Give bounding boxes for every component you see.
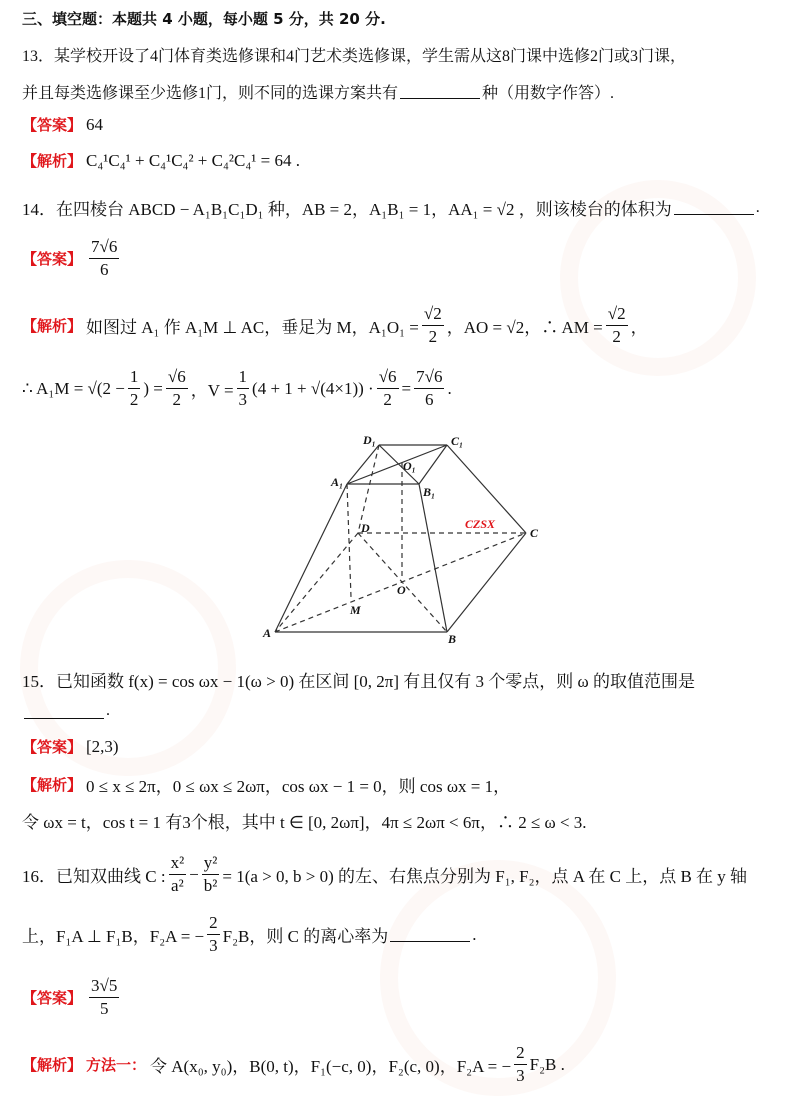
fraction	[237, 366, 250, 411]
point-label: M	[350, 603, 361, 617]
solution-text: ∴ A₁M = √(2 −	[22, 378, 125, 398]
operator: −	[189, 864, 199, 884]
point-label: A₁	[331, 475, 344, 489]
answer-label: 【答案】	[22, 989, 83, 1007]
solution-text: ) =	[143, 378, 163, 398]
point-label: C₁	[451, 434, 464, 448]
fraction	[202, 852, 220, 897]
point-label: B	[448, 632, 457, 646]
numerator: 1	[237, 366, 250, 389]
point-label: B₁	[423, 485, 436, 499]
q15-solution-2: 令 ωx = t，cos t = 1 有3个根，其中 t ∈ [0, 2ωπ]，4π ≤ 2ωπ < 6π，∴ 2 ≤ ω < 3.	[22, 813, 587, 832]
numerator: 7√6	[414, 366, 444, 389]
solution-label: 【解析】	[22, 776, 83, 794]
method-label: 方法一：	[86, 1056, 147, 1074]
solution-text: =	[401, 378, 412, 398]
solution-text: F₂B .	[529, 1054, 565, 1074]
numerator: 2	[207, 912, 220, 935]
numerator: y²	[202, 852, 220, 875]
fraction	[377, 366, 399, 411]
solution-text: 0 ≤ x ≤ 2π，0 ≤ ωx ≤ 2ωπ，cos ωx − 1 = 0，则 cos ωx = 1，	[86, 777, 511, 796]
solution-text: 令 A(x₀, y₀)，B(0, t)，F₁(−c, 0)，F₂(c, 0)，F₂A = −	[150, 1057, 512, 1076]
punct: ，	[630, 318, 648, 337]
numerator: 7√6	[89, 236, 119, 259]
answer-blank	[400, 84, 480, 99]
point-label: D	[361, 521, 370, 535]
answer-label: 【答案】	[22, 250, 83, 268]
q15-blank-line	[22, 702, 110, 720]
denominator: b²	[203, 876, 218, 895]
denominator: 2	[383, 390, 392, 409]
answer-value: 64	[86, 114, 104, 134]
q13-solution	[22, 150, 300, 171]
solution-label: 【解析】	[22, 317, 83, 335]
q16-text-2	[22, 912, 476, 957]
q16-solution	[22, 1042, 565, 1087]
fraction	[422, 303, 444, 348]
solution-text: C₄¹C₄¹ + C₄¹C₄² + C₄²C₄¹ = 64 .	[86, 150, 300, 170]
q13-text-2	[22, 80, 614, 103]
numerator: √2	[422, 303, 444, 326]
denominator: 2	[612, 327, 621, 346]
punct: .	[755, 198, 760, 216]
solution-text: (4 + 1 + √(4×1)) ·	[252, 378, 374, 398]
q16-stem: 16．已知双曲线 C :	[22, 867, 166, 886]
watermark-text: CZSX	[465, 517, 496, 531]
q14-solution-1	[22, 303, 648, 348]
fraction	[414, 366, 444, 411]
fraction	[128, 366, 141, 411]
denominator: 6	[99, 260, 109, 279]
solution-text: 如图过 A₁ 作 A₁M ⊥ AC，垂足为 M，A₁O₁ =	[86, 318, 419, 337]
fraction	[514, 1042, 527, 1087]
q16-text	[22, 852, 747, 897]
denominator: 2	[428, 327, 438, 346]
q16-stem: F₂B，则 C 的离心率为	[222, 927, 389, 946]
q14-stem: 14．在四棱台 ABCD − A₁B₁C₁D₁ 种，AB = 2，A₁B₁ = 1，AA₁ = √2 ，则该棱台的体积为	[22, 200, 672, 219]
fraction	[606, 303, 628, 348]
numerator: √2	[606, 303, 628, 326]
punct: .	[472, 924, 477, 944]
solution-text: ，V =	[190, 381, 234, 400]
q15-answer	[22, 736, 119, 757]
denominator: 2	[172, 390, 182, 409]
q13-text-part: 种（用数字作答）.	[482, 85, 615, 102]
answer-blank	[674, 200, 754, 215]
numerator: 1	[128, 366, 141, 389]
answer-label: 【答案】	[22, 738, 83, 756]
point-label: O	[397, 583, 406, 597]
denominator: 6	[425, 390, 434, 409]
q13-answer	[22, 114, 103, 135]
q16-answer	[22, 975, 122, 1020]
punct: .	[106, 702, 110, 719]
q14-solution-2	[22, 366, 452, 411]
answer-blank	[390, 927, 470, 942]
numerator: 3√5	[89, 975, 119, 998]
denominator: a²	[171, 876, 184, 895]
q14-text	[22, 195, 760, 220]
punct: .	[447, 378, 452, 398]
fraction	[89, 975, 119, 1020]
point-label: D₁	[363, 433, 376, 447]
answer-label: 【答案】	[22, 116, 83, 134]
point-label: A	[263, 626, 272, 640]
section-heading: 三、填空题：本题共 4 小题，每小题 5 分，共 20 分.	[22, 10, 386, 28]
numerator: √6	[377, 366, 399, 389]
q13-text-part: 并且每类选修课至少选修1门，则不同的选课方案共有	[22, 85, 399, 102]
numerator: 2	[514, 1042, 527, 1065]
q15-solution-1	[22, 772, 510, 797]
solution-label: 【解析】	[22, 1056, 83, 1074]
point-label: O₁	[403, 459, 416, 473]
fraction	[169, 852, 187, 897]
fraction	[166, 366, 188, 411]
frustum-diagram	[260, 430, 550, 650]
q13-text: 13．某学校开设了4门体育类选修课和4门艺术类选修课，学生需从这8门课中选修2门或3门课，	[22, 48, 687, 65]
solution-label: 【解析】	[22, 152, 83, 170]
denominator: 5	[99, 999, 109, 1018]
denominator: 3	[516, 1066, 525, 1085]
answer-blank	[24, 704, 104, 719]
denominator: 3	[238, 390, 248, 409]
solution-text: ，AO = √2，∴ AM =	[446, 318, 603, 337]
numerator: √6	[166, 366, 188, 389]
point-label: C	[530, 526, 539, 540]
fraction	[207, 912, 220, 957]
denominator: 2	[129, 390, 139, 409]
q14-answer	[22, 236, 122, 281]
q15-text: 15．已知函数 f(x) = cos ωx − 1(ω > 0) 在区间 [0, 2π] 有且仅有 3 个零点，则 ω 的取值范围是	[22, 672, 695, 691]
denominator: 3	[209, 936, 218, 955]
fraction	[89, 236, 119, 281]
answer-value: [2,3)	[86, 736, 119, 756]
q16-stem: = 1(a > 0, b > 0) 的左、右焦点分别为 F₁, F₂，点 A 在 C 上，点 B 在 y 轴	[222, 867, 748, 886]
q16-stem: 上，F₁A ⊥ F₁B，F₂A = −	[22, 927, 205, 946]
numerator: x²	[169, 852, 187, 875]
